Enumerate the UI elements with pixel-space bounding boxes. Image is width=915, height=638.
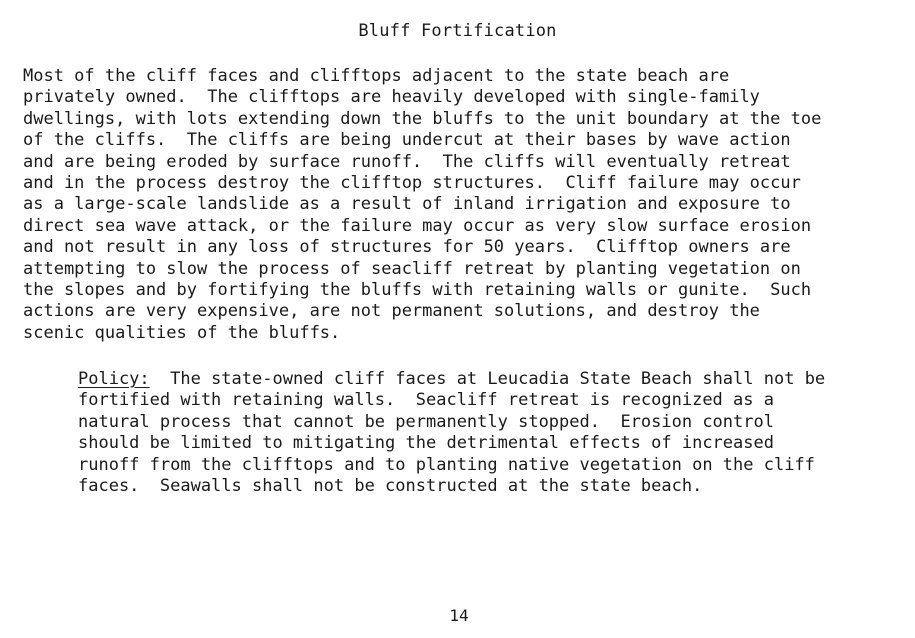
policy-line: natural process that cannot be permanently stopped. Erosion control	[78, 411, 774, 432]
body-line: as a large-scale landslide as a result of inland irrigation and exposure to	[23, 194, 791, 215]
body-line: and in the process destroy the clifftop structures. Cliff failure may occur	[23, 172, 801, 193]
policy-line: fortified with retaining walls. Seacliff retreat is recognized as a	[78, 390, 774, 411]
body-line: Most of the cliff faces and clifftops adjacent to the state beach are	[23, 66, 730, 86]
policy-line: runoff from the clifftops and to planting native vegetation on the cliff	[78, 454, 815, 475]
body-line: actions are very expensive, are not permanent solutions, and destroy the	[23, 301, 760, 322]
body-line: dwellings, with lots extending down the bluffs to the unit boundary at the toe	[23, 108, 822, 129]
policy-line: faces. Seawalls shall not be constructed at the state beach.	[78, 475, 703, 496]
body-line: attempting to slow the process of seacliff retreat by planting vegetation on	[23, 258, 801, 279]
body-line: of the cliffs. The cliffs are being undercut at their bases by wave action	[23, 130, 791, 151]
policy-line: should be limited to mitigating the detrimental effects of increased	[78, 433, 774, 454]
body-line: the slopes and by fortifying the bluffs with retaining walls or gunite. Such	[23, 279, 812, 300]
body-line: and are being eroded by surface runoff. The cliffs will eventually retreat	[23, 151, 791, 172]
body-line: privately owned. The clifftops are heavily developed with single-family	[23, 87, 760, 108]
body-line: and not result in any loss of structures for 50 years. Clifftop owners are	[23, 237, 791, 258]
policy-first-line-text: The state-owned cliff faces at Leucadia State Beach shall not be	[149, 369, 826, 389]
body-line: direct sea wave attack, or the failure may occur as very slow surface erosion	[23, 215, 812, 236]
body-line: scenic qualities of the bluffs.	[23, 322, 341, 343]
page-number: 14	[449, 606, 469, 625]
policy-first-line	[78, 369, 903, 390]
section-title: Bluff Fortification	[358, 21, 557, 41]
policy-paragraph	[78, 369, 903, 497]
policy-label: Policy:	[78, 369, 150, 389]
body-paragraph	[23, 66, 903, 344]
